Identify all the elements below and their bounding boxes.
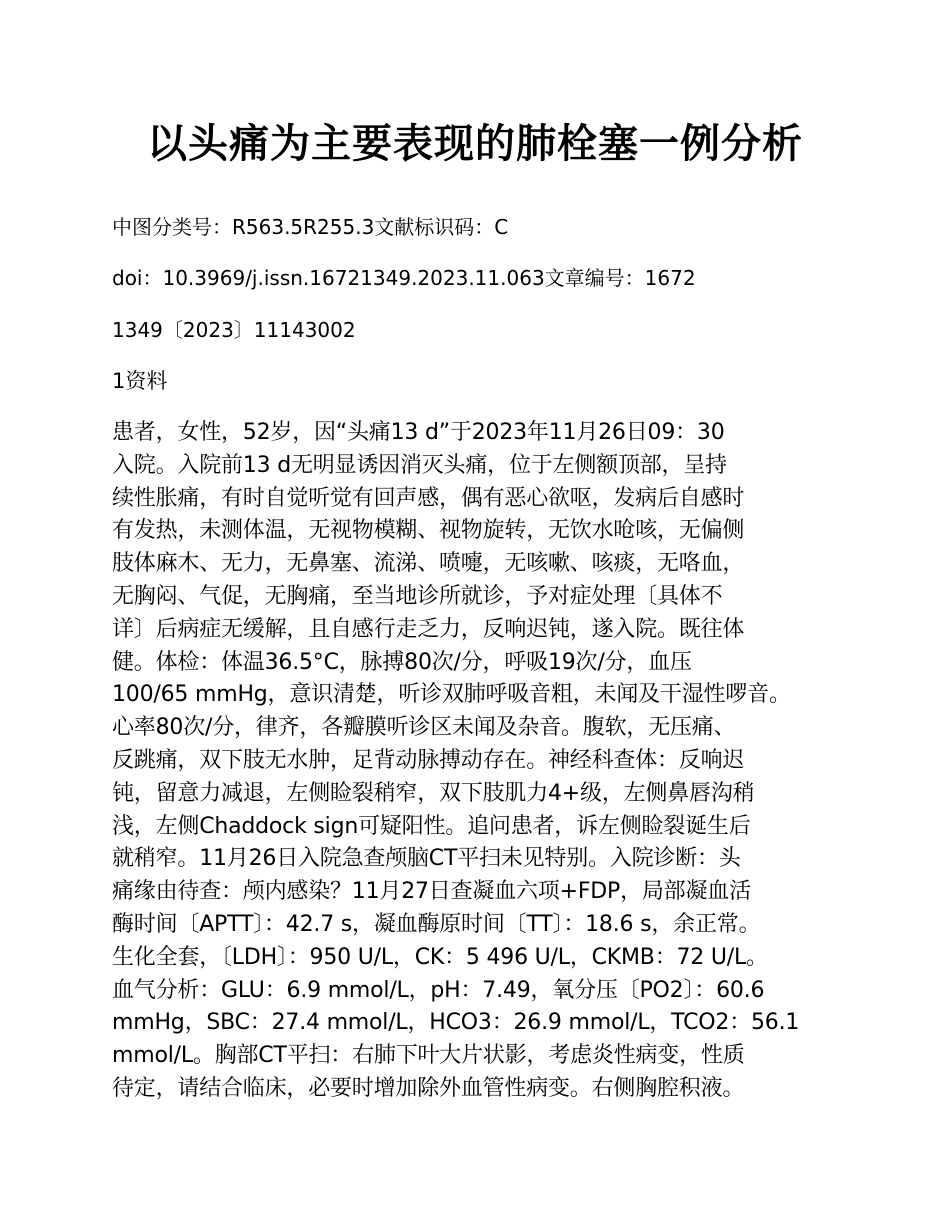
body-line: mmol/L。胸部CT平扫：右肺下叶大片状影，考虑炎性病变，性质 xyxy=(112,1043,745,1069)
article-title: 以头痛为主要表现的肺栓塞一例分析 xyxy=(147,120,803,167)
classification-line: 中图分类号：R563.5R255.3文献标识码：C xyxy=(112,215,509,239)
body-line: mmHg，SBC：27.4 mmol/L，HCO3：26.9 mmol/L，TCO2：56.1 xyxy=(112,1010,800,1036)
body-line: 肢体麻木、无力，无鼻塞、流涕、喷嚏，无咳嗽、咳痰，无咯血， xyxy=(112,551,745,577)
body-line: 患者，女性，52岁，因“头痛13 d”于2023年11月26日09：30 xyxy=(112,420,725,445)
body-line: 就稍窄。11月26日入院急查颅脑CT平扫未见特别。入院诊断：头 xyxy=(112,846,741,872)
body-line: 有发热，未测体温，无视物模糊、视物旋转，无饮水呛咳，无偏侧 xyxy=(112,518,745,544)
section-heading: 1资料 xyxy=(112,369,168,393)
body-line: 血气分析：GLU：6.9 mmol/L，pH：7.49，氧分压〔PO2〕：60.6 xyxy=(112,977,765,1003)
body-line: 钝，留意力减退，左侧睑裂稍窄，双下肢肌力4+级，左侧鼻唇沟稍 xyxy=(112,780,755,806)
body-line: 酶时间〔APTT〕：42.7 s，凝血酶原时间〔TT〕：18.6 s，余正常。 xyxy=(112,911,761,937)
doi-line: doi：10.3969/j.issn.16721349.2023.11.063文章编号：1672 xyxy=(112,266,696,290)
body-line: 续性胀痛，有时自觉听觉有回声感，偶有恶心欲呕，发病后自感时 xyxy=(112,485,745,511)
body-line: 详〕后病症无缓解，且自感行走乏力，反响迟钝，遂入院。既往体 xyxy=(112,616,745,642)
body-line: 反跳痛，双下肢无水肿，足背动脉搏动存在。神经科查体：反响迟 xyxy=(112,747,745,773)
body-line: 浅，左侧Chaddock sign可疑阳性。追问患者，诉左侧睑裂诞生后 xyxy=(112,813,751,839)
body-line: 待定，请结合临床，必要时增加除外血管性病变。右侧胸腔积液。 xyxy=(112,1075,745,1101)
body-line: 痛缘由待查：颅内感染？11月27日查凝血六项+FDP，局部凝血活 xyxy=(112,879,751,905)
body-line: 心率80次/分，律齐，各瓣膜听诊区未闻及杂音。腹软，无压痛、 xyxy=(112,715,736,741)
case-report-body xyxy=(112,417,852,1106)
body-line: 生化全套，〔LDH〕：950 U/L，CK：5 496 U/L，CKMB：72 U/L。 xyxy=(112,944,768,970)
body-line: 100/65 mmHg，意识清楚，听诊双肺呼吸音粗，未闻及干湿性啰音。 xyxy=(112,682,791,708)
article-number-line: 1349〔2023〕11143002 xyxy=(112,318,356,342)
body-line: 无胸闷、气促，无胸痛，至当地诊所就诊，予对症处理〔具体不 xyxy=(112,583,723,609)
body-line: 入院。入院前13 d无明显诱因消灭头痛，位于左侧额顶部，呈持 xyxy=(112,452,727,478)
body-line: 健。体检：体温36.5°C，脉搏80次/分，呼吸19次/分，血压 xyxy=(112,649,692,675)
